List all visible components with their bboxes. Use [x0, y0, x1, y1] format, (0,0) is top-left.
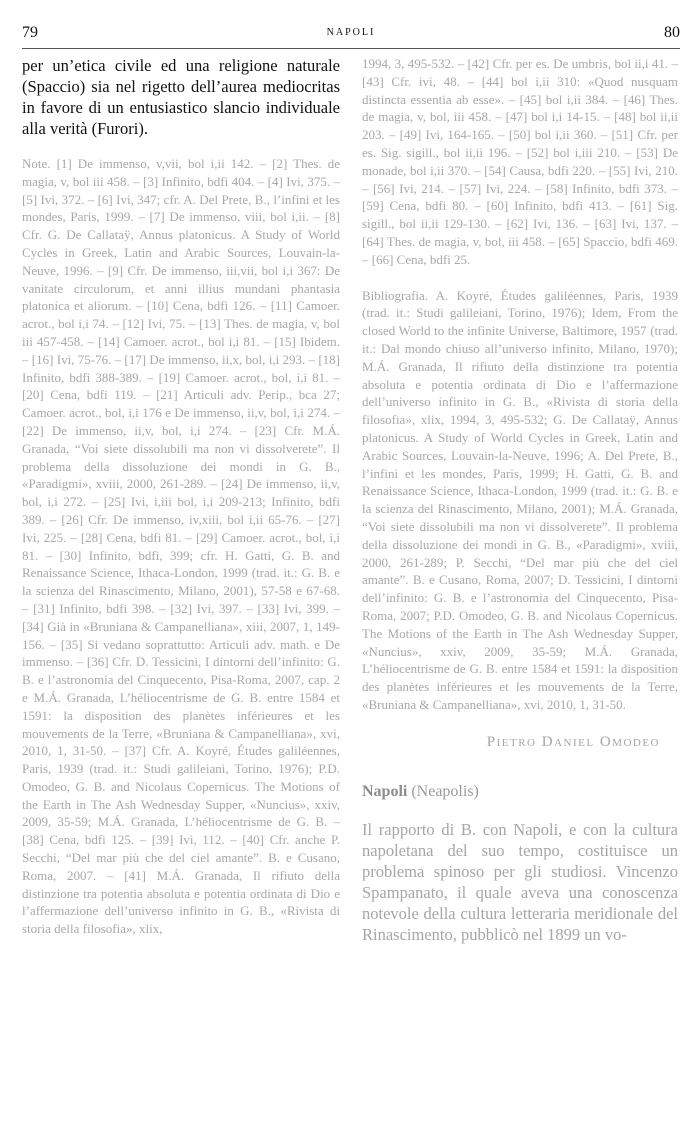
page-number-left: 79	[22, 24, 38, 41]
bibliography: Bibliografia. A. Koyré, Études galiléennes, Paris, 1939 (trad. it.: Studi galileiani, Torino, 1976); Idem, From the closed World to the infinite Universe, Baltimore, 1957 (trad. it.: Dal mondo chiuso all’universo infinito, Milano, 1970); M.Á. Granada, Il rifiuto della distinzione tra potentia absoluta e potentia ordinata di Dio e l’affermazione dell’universo infinito in G. B., «Rivista di storia della filosofia», xlix, 1994, 3, 495-532; G. De Callataÿ, Annus platonicus. A Study of World Cycles in Greek, Latin and Arabic Sources, Louvain-la-Neuve, 1996; A. Del Prete, B., l’infini et les mondes, Paris, 1999; H. Gatti, G. B. and Renaissance Science, Ithaca-London, 1999 (trad. it.: G. B. e la scienza del Rinascimento, Milano, 2001); M.Á. Granada, “Voi siete dissolubili ma non vi dissolverete”. Il problema della dissoluzione dei mondi in G. B., «Paradigmi», xviii, 2000, 261-289; P. Secchi, “Del mar più che del ciel amante”. B. e Cusano, Roma, 2007; D. Tessicini, I dintorni dell’infinito: G. B. e l’astronomia del Cinquecento, Pisa-Roma, 2007; P.D. Omodeo, G. B. and Nicolaus Copernicus. The Motions of the Earth in The Ash Wednesday Supper, «Nuncius», xxiv, 2009, 35-59; M.Á. Granada, L’héliocentrisme de G. B. entre 1584 et 1591: la disposition des planètes inférieures et les mouvements de la Terre, «Bruniana & Campanelliana», xvi, 2010, 1, 31-50.	[362, 287, 678, 712]
page-header	[22, 24, 680, 46]
footnotes: Note. [1] De immenso, v,vii, bol i,ii 142. – [2] Thes. de magia, v, bol iii 458. – [3] Infinito, bdfi 404. – [4] Ivi, 375. – [5] Ivi, 372. – [6] Ivi, 347; cfr. A. Del Prete, B., l’infini et les mondes, Paris, 1999. – [7] De immenso, viii, bol i,ii. – [8] Cfr. G. De Callataÿ, Annus platonicus. A Study of World Cycles in Greek, Latin and Arabic Sources, Louvain-la-Neuve, 1996. – [9] Cfr. De immenso, iii,vii, bol i,i 367: De vanitate circulorum, et anni illius mundani phantasia platonica et aliorum. – [10] Cena, bdfi 126. – [11] Camoer. acrot., bol i,i 74. – [12] Ivi, 75. – [13] Thes. de magia, v, bol iii 457-458. – [14] Camoer. acrot., bol i,i 81. – [15] Ibidem. – [16] Ivi, 75-76. – [17] De immenso, ii,x, bol, i,i 293. – [18] Infinito, bdfi 388-389. – [19] Camoer. acrot., bol, i,i 81. – [20] Cena, bdfi 119. – [21] Articuli adv. Perip., bca 27; Camoer. acrot., bol, i,i 176 e De immenso, ii,v, bol, i,i 274. – [22] De immenso, ii,v, bol, i,i 274. – [23] Cfr. M.Á. Granada, “Voi siete dissolubili ma non vi dissolverete”. Il problema della dissoluzione dei mondi in G. B., «Paradigmi», xviii, 2000, 261-289. – [24] De immenso, ii,v, bol, i,i 272. – [25] Ivi, i,iii bol, i,i 209-213; Infinito, bdfi 389. – [26] Cfr. De immenso, iv,xiii, bol i,ii 65-76. – [27] Ivi, 225. – [28] Cena, bdfi 81. – [29] Camoer. acrot., bol, i,i 81. – [30] Infinito, bdfi, 399; cfr. H. Gatti, G. B. and Renaissance Science, Ithaca-London, 1999 (trad. it.: G. B. e la scienza del Rinascimento, Milano, 2001), 57-58 e 67-68. – [31] Infinito, bdfi 398. – [32] Ivi, 397. – [33] Ivi, 399. – [34] Già in «Bruniana & Campanelliana», xiii, 2007, 1, 149-156. – [35] Si vedano soprattutto: Articuli adv. math. e De immenso. – [36] Cfr. D. Tessicini, I dintorni dell’infinito: G. B. e l’astronomia del Cinquecento, Pisa-Roma, 2007, cap. 2 e M.Á. Granada, L’héliocentrisme de G. B. entre 1584 et 1591: la disposition des planètes inférieures et les mouvements de la Terre, «Bruniana & Campanelliana», xvi, 2010, 1, 31-50. – [37] Cfr. A. Koyré, Études galiléennes, Paris, 1939 (trad. it.: Studi galileiani, Torino, 1976); P.D. Omodeo, G. B. and Nicolaus Copernicus. The Motions of the Earth in The Ash Wednesday Supper, «Nuncius», xxiv, 2009, 35-59; M.Á. Granada, L’héliocentrisme de G. B. – [38] Cena, bdfi 125. – [39] Ivi, 112. – [40] Cfr. anche P. Secchi, “Del mar più che del ciel amante”. B. e Cusano, Roma, 2007. – [41] M.Á. Granada, Il rifiuto della distinzione tra potentia absoluta e potentia ordinata di Dio e l’affermazione dell’universo infinito in G. B., «Rivista di storia della filosofia», xlix,	[22, 156, 340, 937]
footnotes-continued: 1994, 3, 495-532. – [42] Cfr. per es. De umbris, bol ii,i 41. – [43] Cfr. ivi, 48. – [44] bol i,ii 310: «Quod nusquam distincta essentia ab esse». – [45] bol i,ii 384. – [46] Thes. de magia, v, bol, iii 458. – [47] bol i,i 14-15. – [48] bol ii,ii 203. – [49] Ivi, 164-165. – [50] bol i,ii 360. – [51] Cfr. per es. Sig. sigill., bol ii,ii 196. – [52] bol i,iii 210. – [53] De monade, bol i,ii 370. – [54] Causa, bdfi 220. – [55] Ivi, 210. – [56] Ivi, 214. – [57] Ivi, 224. – [58] Infinito, bdfi 373. – [59] Cena, bdfi 80. – [60] Infinito, bdfi 413. – [61] Sig. sigill., bol ii,ii 129-130. – [62] Ivi, 136. – [63] Ivi, 137. – [64] Thes. de magia, v, bol, iii 458. – [65] Spaccio, bdfi 469. – [66] Cena, bdfi 25.	[362, 56, 678, 267]
entry-title	[362, 783, 678, 801]
page-number-right: 80	[664, 24, 680, 41]
header-rule	[22, 48, 680, 49]
right-column	[362, 55, 678, 945]
left-column	[22, 55, 340, 938]
running-head: napoli	[326, 24, 376, 39]
author-signature: Pietro Daniel Omodeo	[486, 733, 660, 750]
entry-text: Il rapporto di B. con Napoli, e con la cultura napoletana del suo tempo, costituisce un problema spinoso per gli studiosi. Vincenzo Spampanato, il quale aveva una conoscenza notevole della cultura letteraria meridionale del Rinascimento, pubblicò nel 1899 un vo-	[362, 819, 678, 944]
entry-headword: Napoli	[362, 782, 408, 800]
entry-variant: (Neapolis)	[411, 782, 479, 800]
body-paragraph: per un’etica civile ed una religione naturale (Spaccio) sia nel rigetto dell’aurea mediocritas in favore di un entusiastico slancio individuale alla verità (Furori).	[22, 56, 340, 138]
